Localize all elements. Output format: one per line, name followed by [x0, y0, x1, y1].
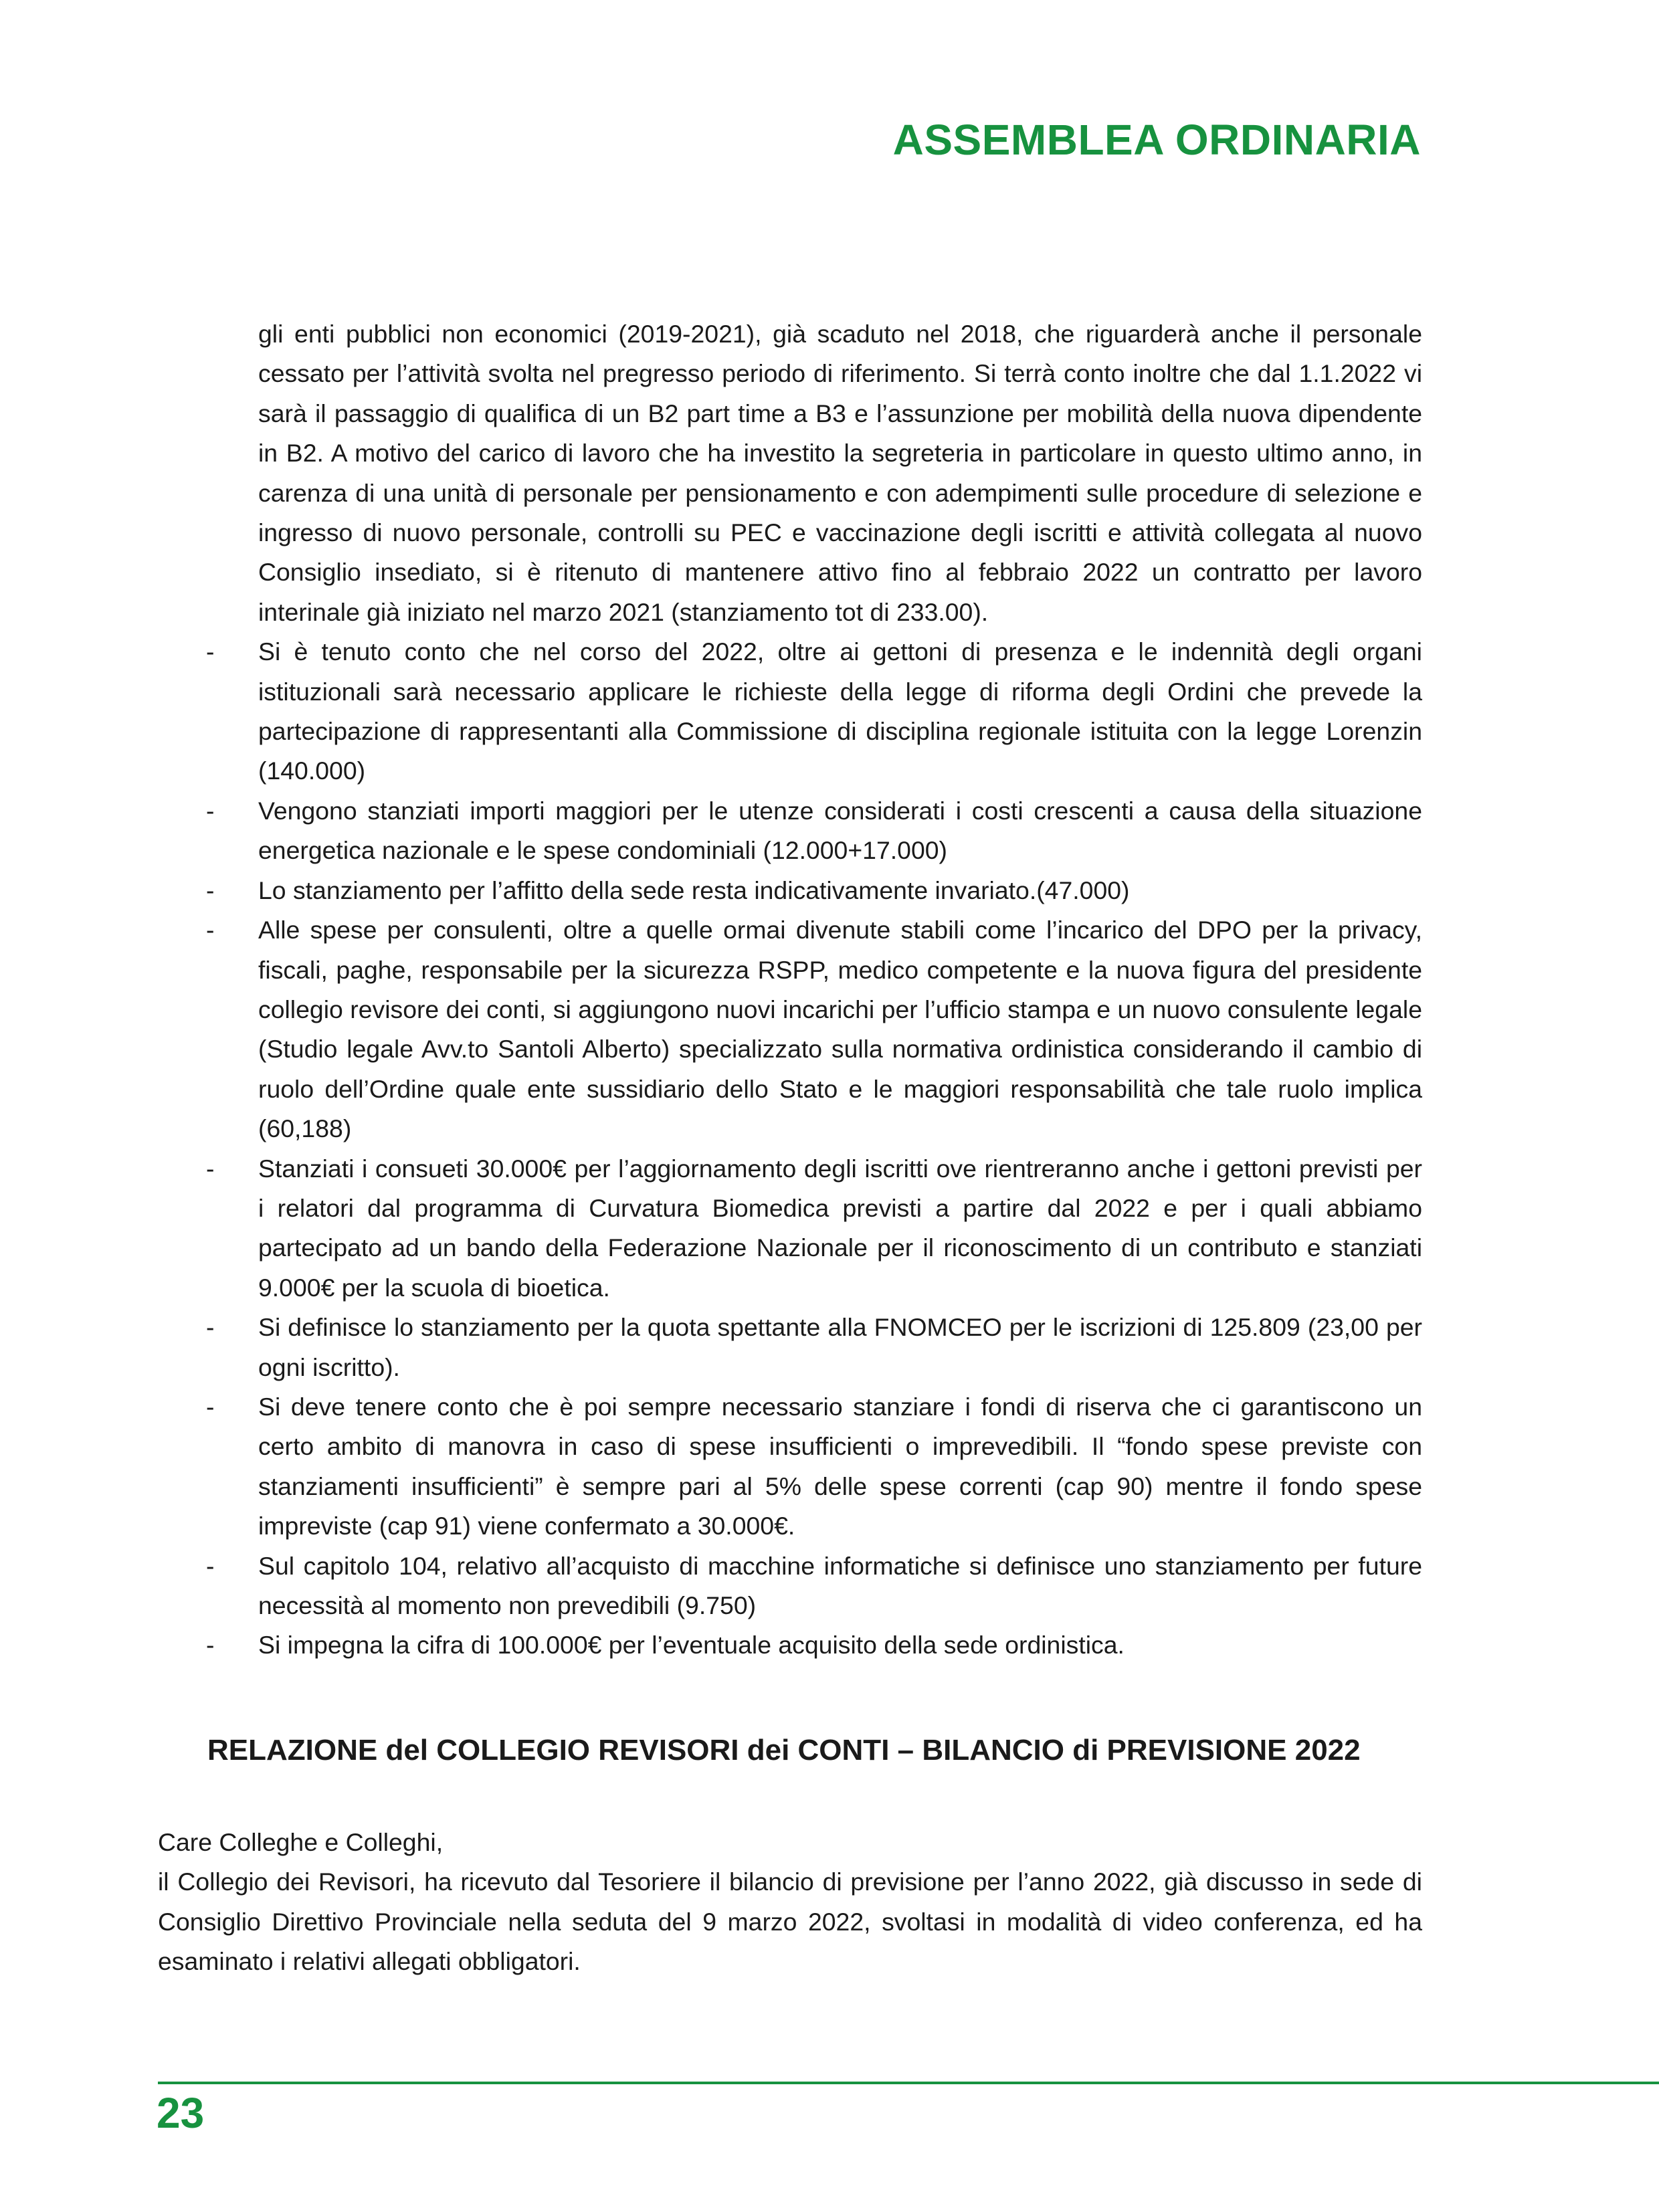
footer-divider [158, 2082, 1659, 2084]
section-heading: RELAZIONE del COLLEGIO REVISORI dei CONTI – BILANCIO di PREVISIONE 2022 [207, 1734, 1361, 1767]
list-item [198, 1387, 1422, 1546]
bullet-dash: - [206, 1154, 215, 1183]
list-item-text: Si impegna la cifra di 100.000€ per l’eventuale acquisito della sede ordinistica. [258, 1631, 1125, 1660]
page-number: 23 [157, 2089, 205, 2137]
letter-block [158, 1823, 1422, 1982]
letter-body: il Collegio dei Revisori, ha ricevuto dal Tesoriere il bilancio di previsione per l’anno 2022, già discusso in sede di Consiglio Direttivo Provinciale nella seduta del 9 marzo 2022, svoltasi in modalità di video conferenza, ed ha esaminato i relativi allegati obbligatori. [158, 1868, 1422, 1976]
main-content [198, 314, 1422, 1666]
list-item-text: Alle spese per consulenti, oltre a quelle ormai divenute stabili come l’incarico del DPO per la privacy, fiscali, paghe, responsabile per la sicurezza RSPP, medico competente e la nuova figura del presidente collegio revisore dei conti, si aggiungono nuovi incarichi per l’ufficio stampa e un nuovo consulente legale (Studio legale Avv.to Santoli Alberto) specializzato sulla normativa ordinistica considerando il cambio di ruolo dell’Ordine quale ente sussidiario dello Stato e le maggiori responsabilità che tale ruolo implica (60,188) [258, 916, 1422, 1143]
bullet-dash: - [206, 1392, 215, 1421]
list-item-text: Stanziati i consueti 30.000€ per l’aggiornamento degli iscritti ove rientreranno anche i gettoni previsti per i relatori dal programma di Curvatura Biomedica previsti a partire dal 2022 e per i quali abbiamo partecipato ad un bando della Federazione Nazionale per il riconoscimento di un contributo e stanziati 9.000€ per la scuola di bioetica. [258, 1154, 1422, 1302]
list-item [198, 910, 1422, 1148]
page-header-title: ASSEMBLEA ORDINARIA [892, 116, 1421, 164]
list-item [198, 871, 1422, 910]
list-item-text: Sul capitolo 104, relativo all’acquisto di macchine informatiche si definisce uno stanziamento per future necessità al momento non prevedibili (9.750) [258, 1551, 1422, 1619]
list-item-text: Lo stanziamento per l’affitto della sede resta indicativamente invariato.(47.000) [258, 876, 1130, 904]
bullet-dash: - [206, 637, 215, 666]
bullet-dash: - [206, 1551, 215, 1580]
list-item [198, 1308, 1422, 1387]
list-item-text: Si deve tenere conto che è poi sempre necessario stanziare i fondi di riserva che ci garantiscono un certo ambito di manovra in caso di spese insufficienti o imprevedibili. Il “fondo spese previste con stanziamenti insufficienti” è sempre pari al 5% delle spese correnti (cap 90) mentre il fondo spese impreviste (cap 91) viene confermato a 30.000€. [258, 1392, 1422, 1540]
list-item [198, 1625, 1422, 1665]
bullet-dash: - [206, 1631, 215, 1660]
bullet-dash: - [206, 796, 215, 825]
bullet-list [198, 632, 1422, 1666]
list-item [198, 791, 1422, 871]
list-item [198, 632, 1422, 791]
list-item-text: Si è tenuto conto che nel corso del 2022, oltre ai gettoni di presenza e le indennità degli organi istituzionali sarà necessario applicare le richieste della legge di riforma degli Ordini che prevede la partecipazione di rappresentanti alla Commissione di disciplina regionale istituita con la legge Lorenzin (140.000) [258, 637, 1422, 785]
list-item-text: Si definisce lo stanziamento per la quota spettante alla FNOMCEO per le iscrizioni di 125.809 (23,00 per ogni iscritto). [258, 1313, 1422, 1381]
bullet-dash: - [206, 1313, 215, 1342]
intro-paragraph: gli enti pubblici non economici (2019-2021), già scaduto nel 2018, che riguarderà anche il personale cessato per l’attività svolta nel pregresso periodo di riferimento. Si terrà conto inoltre che dal 1.1.2022 vi sarà il passaggio di qualifica di un B2 part time a B3 e l’assunzione per mobilità della nuova dipendente in B2. A motivo del carico di lavoro che ha investito la segreteria in particolare in questo ultimo anno, in carenza di una unità di personale per pensionamento e con adempimenti sulle procedure di selezione e ingresso di nuovo personale, controlli su PEC e vaccinazione degli iscritti e attività collegata al nuovo Consiglio insediato, si è ritenuto di mantenere attivo fino al febbraio 2022 un contratto per lavoro interinale già iniziato nel marzo 2021 (stanziamento tot di 233.00). [258, 320, 1422, 626]
list-item [198, 1149, 1422, 1308]
bullet-dash: - [206, 876, 215, 904]
bullet-dash: - [206, 916, 215, 944]
letter-salutation: Care Colleghe e Colleghi, [158, 1828, 444, 1856]
list-item [198, 1546, 1422, 1626]
list-item-text: Vengono stanziati importi maggiori per le utenze considerati i costi crescenti a causa della situazione energetica nazionale e le spese condominiali (12.000+17.000) [258, 796, 1422, 865]
